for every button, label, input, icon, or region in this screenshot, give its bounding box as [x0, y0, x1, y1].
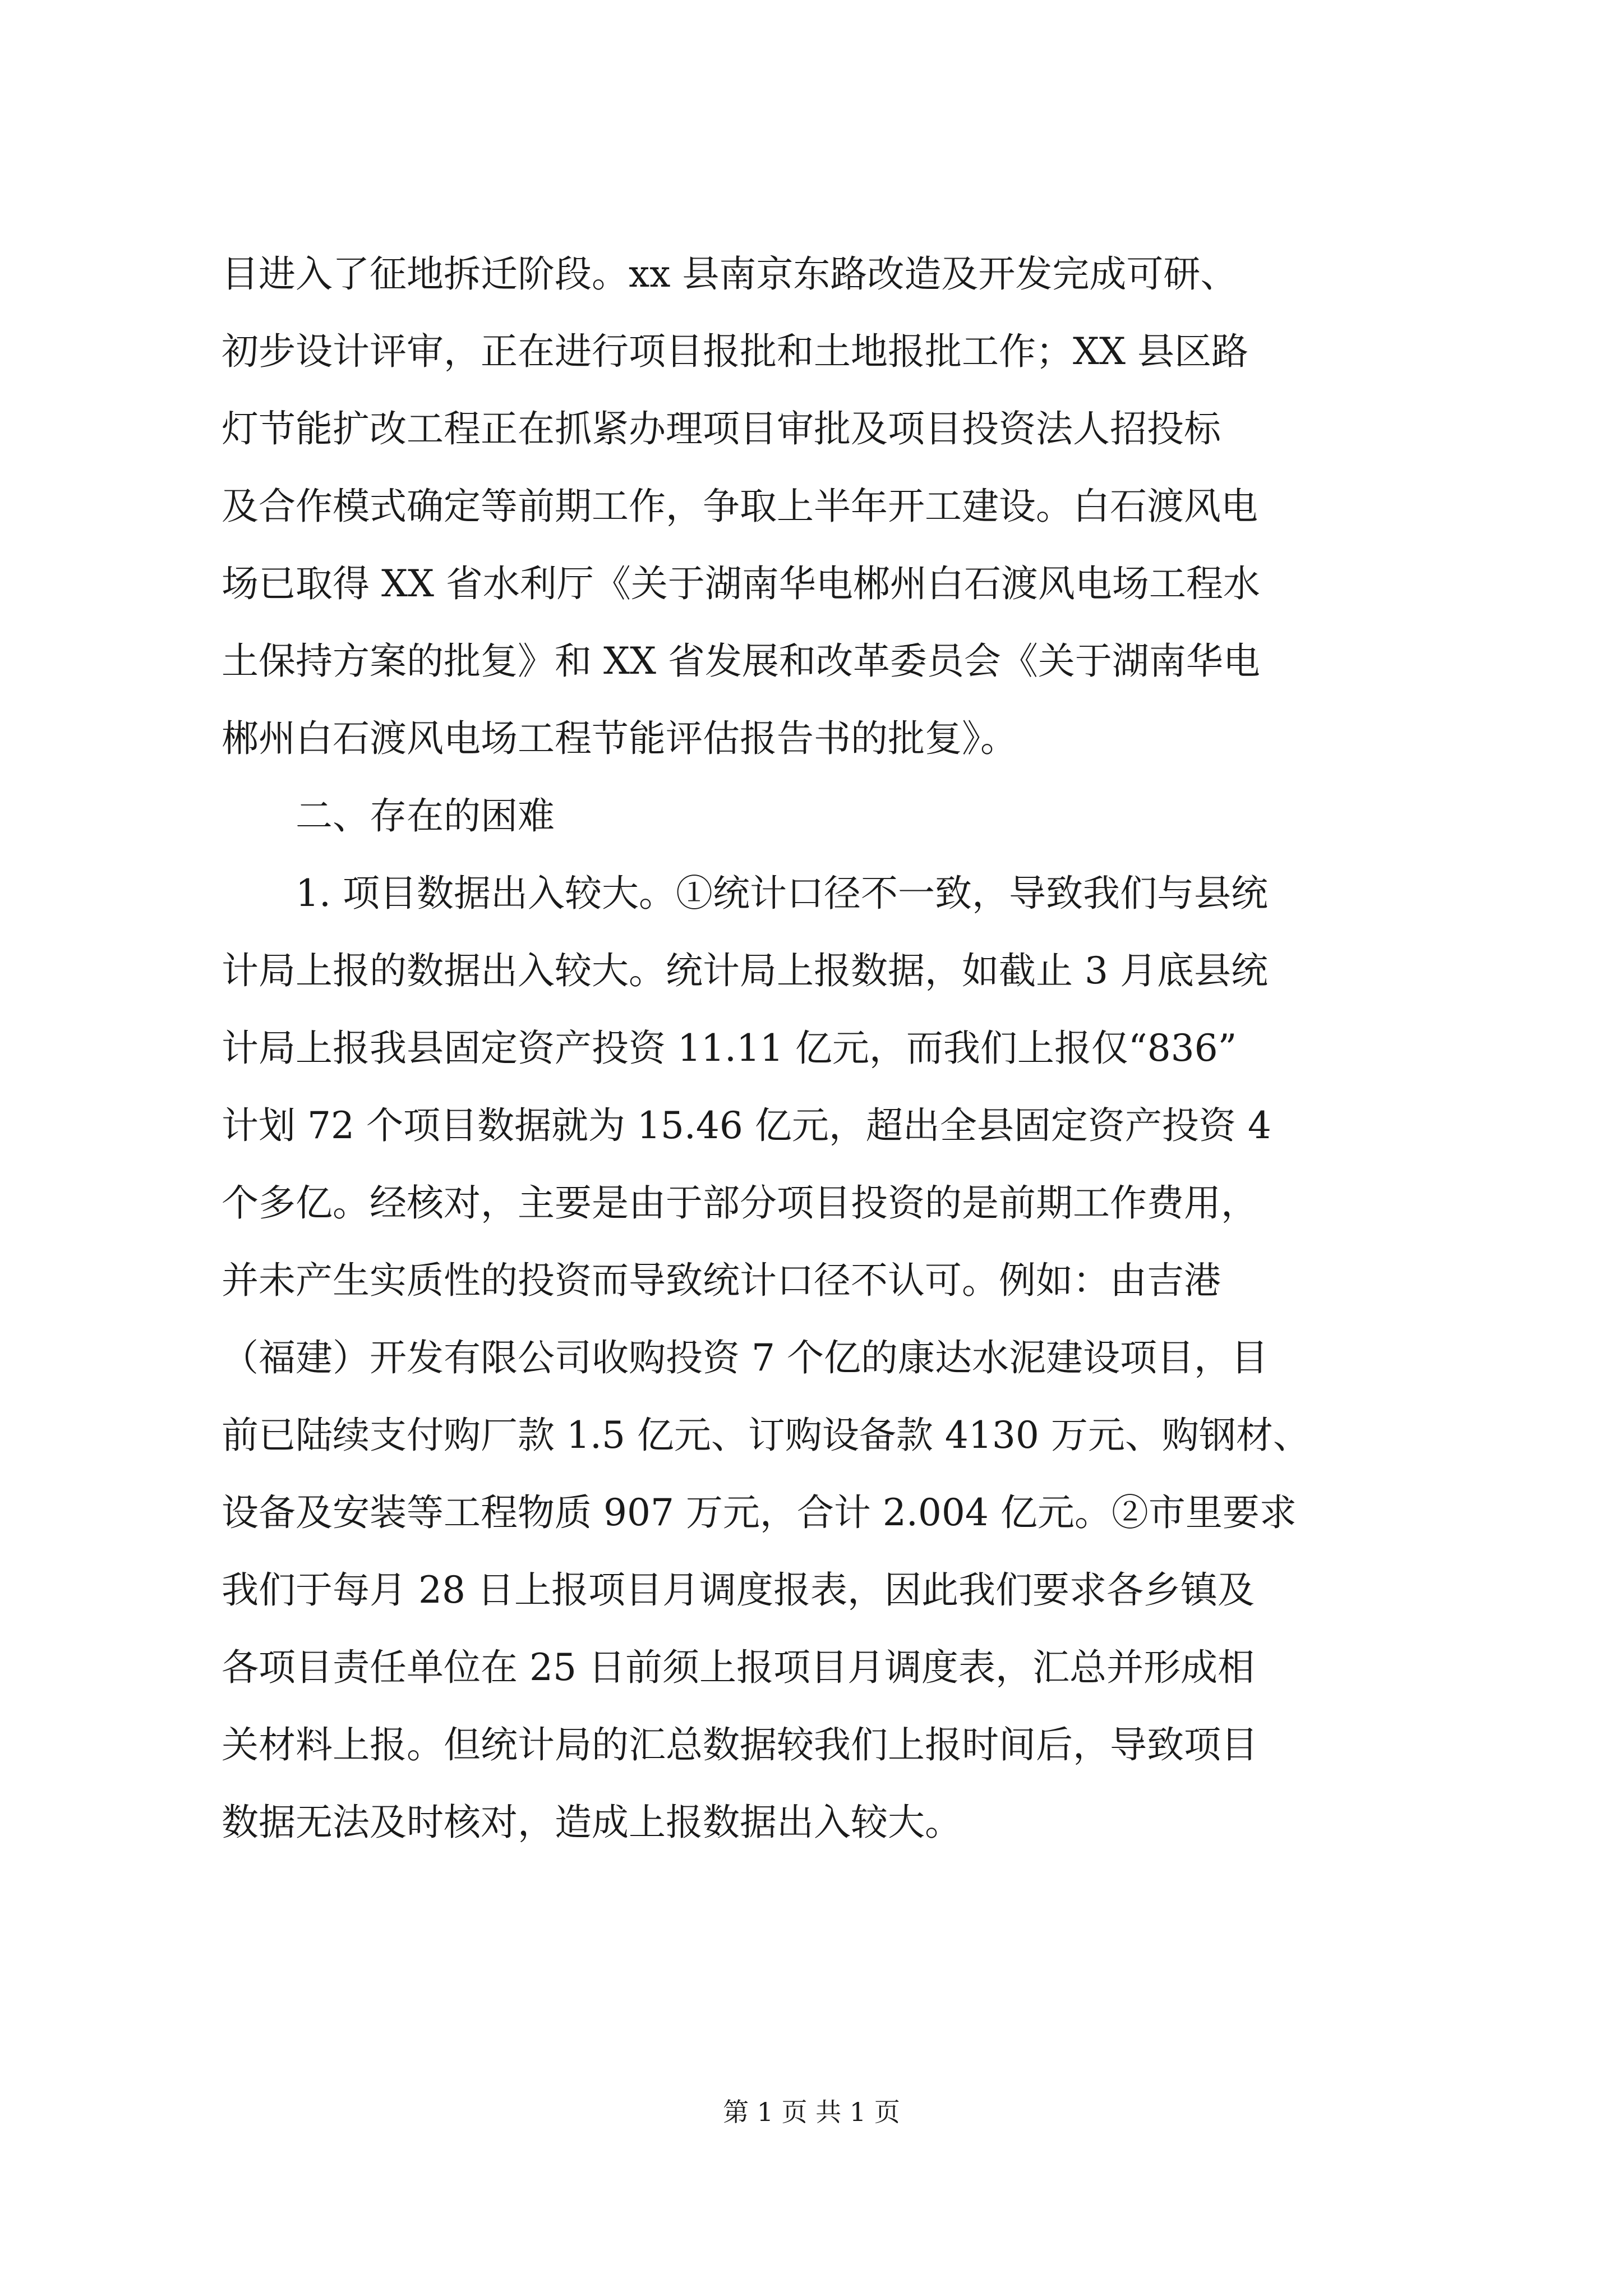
text-line: 初步设计评审，正在进行项目报批和土地报批工作；XX 县区路 — [222, 330, 1248, 373]
text-line: 个多亿。经核对，主要是由于部分项目投资的是前期工作费用， — [222, 1181, 1258, 1225]
text-line: 设备及安装等工程物质 907 万元，合计 2.004 亿元。②市里要求 — [222, 1491, 1297, 1534]
text-line: 计局上报我县固定资产投资 11.11 亿元，而我们上报仅“836” — [222, 1027, 1237, 1070]
text-line: 灯节能扩改工程正在抓紧办理项目审批及项目投资法人招投标 — [222, 407, 1221, 450]
text-line: 数据无法及时核对，造成上报数据出入较大。 — [222, 1801, 962, 1844]
page-footer: 第 1 页 共 1 页 — [723, 2097, 900, 2127]
text-line: 前已陆续支付购厂款 1.5 亿元、订购设备款 4130 万元、购钢材、 — [222, 1414, 1310, 1457]
text-line: 关材料上报。但统计局的汇总数据较我们上报时间后，导致项目 — [222, 1723, 1258, 1766]
text-line: 郴州白石渡风电场工程节能评估报告书的批复》。 — [222, 717, 1017, 760]
text-line: 及合作模式确定等前期工作，争取上半年开工建设。白石渡风电 — [222, 485, 1258, 528]
text-line: 我们于每月 28 日上报项目月调度报表，因此我们要求各乡镇及 — [222, 1568, 1255, 1612]
text-line: 各项目责任单位在 25 日前须上报项目月调度表，汇总并形成相 — [222, 1646, 1255, 1689]
text-line: 1. 项目数据出入较大。①统计口径不一致，导致我们与县统 — [222, 872, 1268, 915]
text-line: 并未产生实质性的投资而导致统计口径不认可。例如：由吉港 — [222, 1259, 1221, 1302]
text-line: 目进入了征地拆迁阶段。xx 县南京东路改造及开发完成可研、 — [222, 252, 1238, 296]
body-text — [222, 236, 1413, 1861]
text-line: 计局上报的数据出入较大。统计局上报数据，如截止 3 月底县统 — [222, 949, 1268, 992]
text-line: 计划 72 个项目数据就为 15.46 亿元，超出全县固定资产投资 4 — [222, 1104, 1271, 1147]
section-heading: 二、存在的困难 — [222, 794, 555, 838]
text-line: （福建）开发有限公司收购投资 7 个亿的康达水泥建设项目，目 — [222, 1336, 1268, 1379]
text-line: 场已取得 XX 省水利厅《关于湖南华电郴州白石渡风电场工程水 — [222, 562, 1260, 605]
text-line: 土保持方案的批复》和 XX 省发展和改革委员会《关于湖南华电 — [222, 639, 1260, 683]
